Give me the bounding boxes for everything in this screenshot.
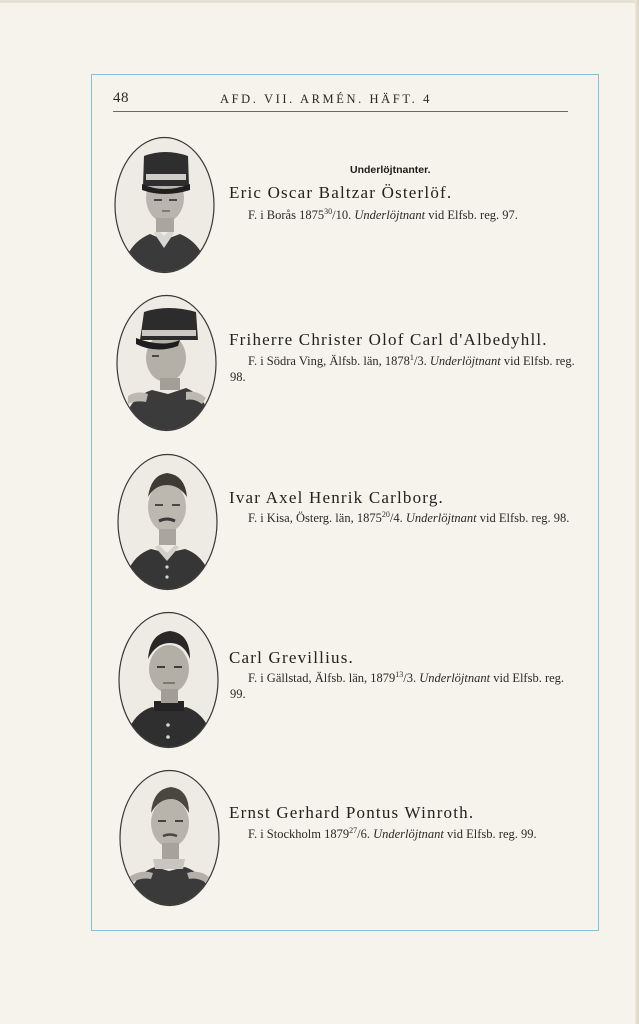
portrait-winroth [119,769,220,907]
portrait-carlborg [117,453,218,591]
page-header [113,89,568,111]
person-name: Carl Grevillius. [229,648,354,667]
page-edge-top [0,0,639,3]
running-head: AFD. VII. ARMÉN. HÄFT. 4 [220,92,432,106]
person-detail: F. i Södra Ving, Älfsb. län, 1878$^1$/3. Underlöjtnant vid Elfsb. reg. 98. [230,352,575,384]
person-detail: F. i Borås 1875$^{30}$/10. Underlöjtnant vid Elfsb. reg. 97. [248,206,518,222]
person-detail: F. i Gällstad, Älfsb. län, 1879$^{13}$/3. Underlöjtnant vid Elfsb. reg. 99. [230,669,565,701]
person-name: Ernst Gerhard Pontus Winroth. [229,803,475,822]
page-edge-right [635,0,639,1024]
page-number: 48 [113,90,129,106]
person-detail: F. i Stockholm 1879$^{27}$/6. Underlöjtnant vid Elfsb. reg. 99. [248,825,537,841]
person-name: Ivar Axel Henrik Carlborg. [229,488,445,507]
portrait-albedyhll [116,294,217,432]
portrait-grevillius [118,611,219,749]
person-detail: F. i Kisa, Österg. län, 1875$^{20}$/4. Underlöjtnant vid Elfsb. reg. 98. [248,509,570,525]
person-name: Eric Oscar Baltzar Österlöf. [229,183,453,202]
header-rule [113,111,568,112]
section-heading: Underlöjtnanter. [350,164,431,176]
person-name: Friherre Christer Olof Carl d'Albedyhll. [229,330,548,349]
portrait-osterlof [114,136,215,274]
